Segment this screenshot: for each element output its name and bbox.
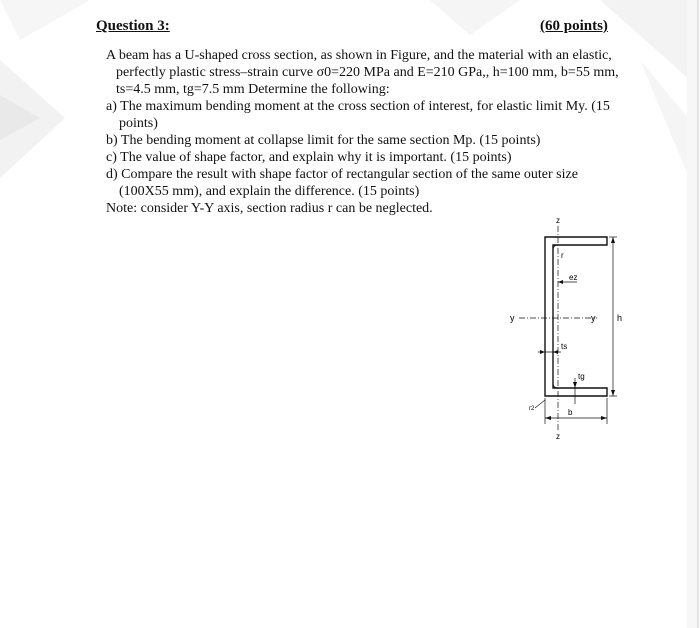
question-item-c (106, 149, 626, 166)
u-section-drawing (505, 212, 625, 442)
label-ez: ez (569, 273, 578, 282)
item-text: The value of shape factor, and explain why it is important. (15 points) (120, 150, 512, 165)
label-b: b (568, 408, 573, 417)
item-label: d) (106, 167, 118, 182)
problem-text (106, 47, 626, 217)
u-section-figure (505, 212, 625, 442)
label-r: r (561, 251, 564, 260)
label-z-top: z (556, 216, 560, 225)
label-r2: r2 (529, 406, 535, 412)
item-text: Compare the result with shape factor of rectangular section of the same outer size (100X55 mm), and explain the difference. (15 points) (119, 167, 578, 199)
label-h: h (617, 313, 623, 323)
question-item-b (106, 132, 626, 149)
question-item-d (106, 166, 626, 200)
r2-leader (535, 400, 545, 408)
item-text: The bending moment at collapse limit for the same section Mp. (15 points) (120, 133, 541, 148)
fillet-top (553, 245, 558, 250)
item-label: c) (106, 150, 117, 165)
label-tg: tg (578, 372, 585, 381)
item-text: The maximum bending moment at the cross section of interest, for elastic limit My. (15 points) (119, 99, 610, 131)
label-z-bottom: z (556, 432, 560, 441)
question-item-a (106, 98, 626, 132)
page-edge (687, 0, 697, 628)
item-label: b) (106, 133, 118, 148)
problem-intro: A beam has a U-shaped cross section, as shown in Figure, and the material with an elastic, perfectly plastic stress–strain curve σ0=220 MPa and E=210 GPa,, h=100 mm, b=55 mm, ts=4.5 mm, tg=7.5 mm Determine the following: (106, 48, 619, 97)
label-y-left: y (510, 313, 515, 323)
fillet-bottom (553, 383, 558, 388)
question-points: (60 points) (540, 18, 608, 34)
channel-outline (545, 237, 607, 396)
question-title: Question 3: (96, 18, 170, 34)
label-y-right: y (591, 313, 596, 323)
problem-note: Note: consider Y-Y axis, section radius r can be neglected. (106, 201, 433, 216)
page-border (697, 0, 699, 628)
label-ts: ts (561, 342, 568, 351)
item-label: a) (106, 99, 117, 114)
